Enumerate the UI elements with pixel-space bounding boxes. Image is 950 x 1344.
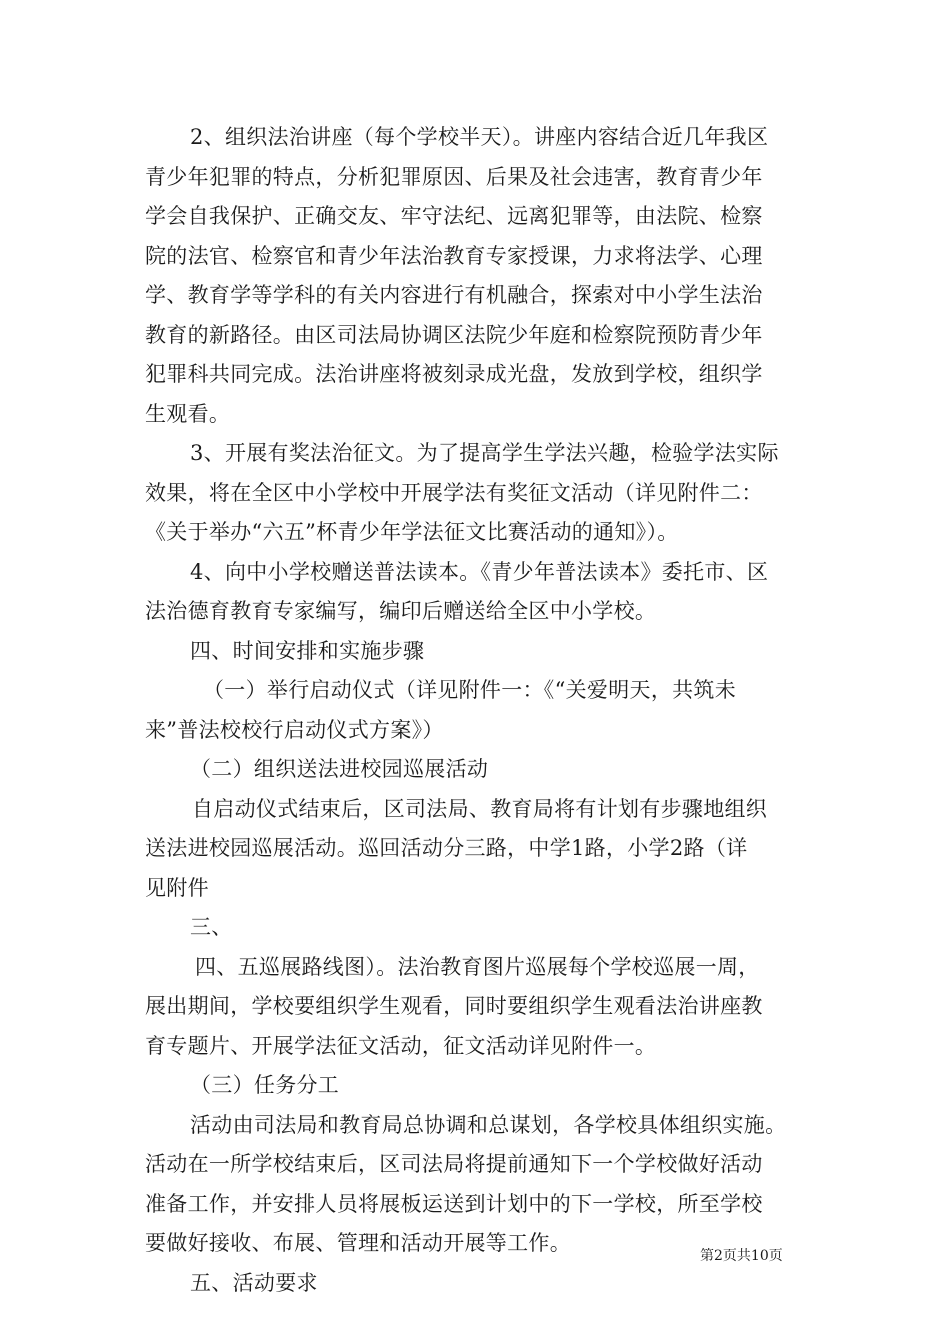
paragraph-line: 法治德育教育专家编写，编印后赠送给全区中小学校。 [145,599,657,623]
document-body [145,118,810,1303]
paragraph-line: 《关于举办“六五”杯青少年学法征文比赛活动的通知》）。 [145,520,679,544]
paragraph-line: 活动在一所学校结束后，区司法局将提前通知下一个学校做好活动 [145,1152,763,1176]
paragraph-line: 四、五巡展路线图）。法治教育图片巡展每个学校巡展一周， [195,954,760,979]
paragraph-line: 学、教育学等学科的有关内容进行有机融合，探索对中小学生法治 [145,283,763,307]
paragraph-line: 三、 [190,915,233,939]
paragraph-line: 效果，将在全区中小学校中开展学法有奖征文活动（详见附件二： [145,480,763,505]
section-heading: 五、活动要求 [190,1270,318,1295]
paragraph-line: 教育的新路径。由区司法局协调区法院少年庭和检察院预防青少年 [145,322,763,347]
paragraph-line: 来”普法校校行启动仪式方案》） [145,717,444,742]
page-number-footer: 第2页共10页 [700,1248,783,1264]
section-heading: 四、时间安排和实施步骤 [190,638,425,663]
paragraph-line: 育专题片、开展学法征文活动，征文活动详见附件一。 [145,1033,657,1058]
paragraph-line: 要做好接收、布展、管理和活动开展等工作。 [145,1231,571,1255]
paragraph-line: 送法进校园巡展活动。巡回活动分三路，中学1路，小学2路（详 [145,836,748,860]
paragraph-line: 学会自我保护、正确交友、牢守法纪、远离犯罪等，由法院、检察 [145,204,763,228]
paragraph-line: 准备工作，并安排人员将展板运送到计划中的下一学校，所至学校 [145,1191,763,1216]
subsection-heading: （二）组织送法进校园巡展活动 [190,757,489,781]
paragraph-line: 生观看。 [145,401,231,426]
subsection-heading: （三）任务分工 [190,1073,340,1097]
paragraph-line: 犯罪科共同完成。法治讲座将被刻录成光盘，发放到学校，组织学 [145,362,763,386]
paragraph-line: 2、组织法治讲座（每个学校半天）。讲座内容结合近几年我区 [190,125,769,149]
paragraph-line: 院的法官、检察官和青少年法治教育专家授课，力求将法学、心理 [145,243,763,268]
paragraph-line: 见附件 [145,875,209,900]
paragraph-line: 3、开展有奖法治征文。为了提高学生学法兴趣，检验学法实际 [190,441,779,465]
paragraph-line: 青少年犯罪的特点，分析犯罪原因、后果及社会违害，教育青少年 [145,164,763,189]
subsection-heading: （一）举行启动仪式（详见附件一：《“关爱明天，共筑未 [203,678,737,702]
paragraph-line: 活动由司法局和教育局总协调和总谋划，各学校具体组织实施。 [190,1112,787,1137]
paragraph-line: 4、向中小学校赠送普法读本。《青少年普法读本》委托市、区 [190,559,769,584]
paragraph-line: 展出期间，学校要组织学生观看，同时要组织学生观看法治讲座教 [145,994,763,1018]
paragraph-line: 自启动仪式结束后，区司法局、教育局将有计划有步骤地组织 [192,796,768,821]
